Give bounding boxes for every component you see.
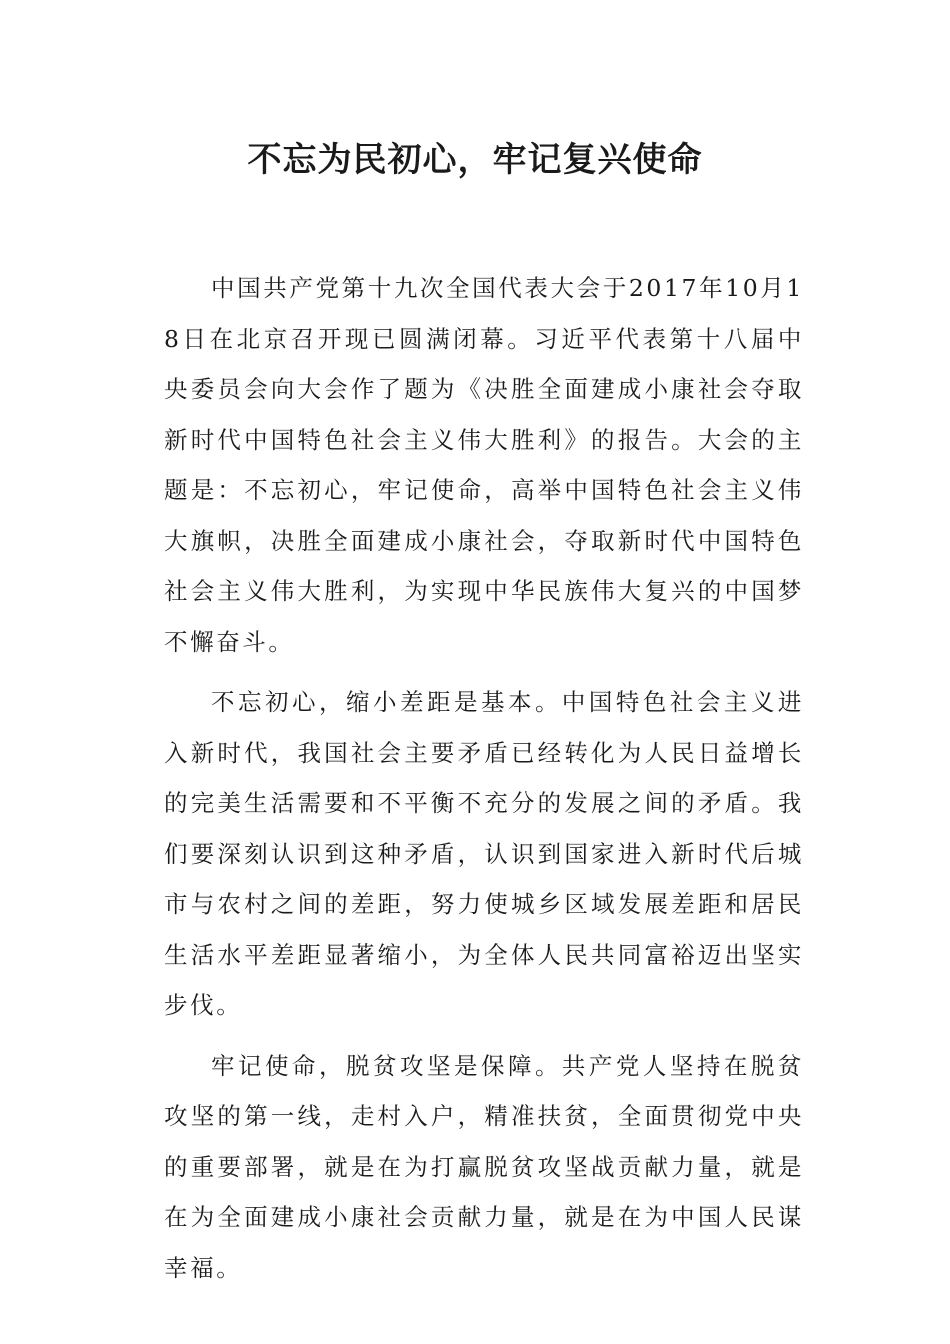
paragraph-1: 中国共产党第十九次全国代表大会于2017年10月18日在北京召开现已圆满闭幕。习近平代表第十八届中央委员会向大会作了题为《决胜全面建成小康社会夺取新时代中国特色社会主义伟大胜利》的报告。大会的主题是：不忘初心，牢记使命，高举中国特色社会主义伟大旗帜，决胜全面建成小康社会，夺取新时代中国特色社会主义伟大胜利，为实现中华民族伟大复兴的中国梦不懈奋斗。 <box>164 274 804 656</box>
document-title: 不忘为民初心，牢记复兴使命 <box>247 140 703 180</box>
paragraph-2: 不忘初心，缩小差距是基本。中国特色社会主义进入新时代，我国社会主要矛盾已经转化为人民日益增长的完美生活需要和不平衡不充分的发展之间的矛盾。我们要深刻认识到这种矛盾，认识到国家进入新时代后城市与农村之间的差距，努力使城乡区域发展差距和居民生活水平差距显著缩小，为全体人民共同富裕迈出坚实步伐。 <box>164 688 804 1019</box>
paragraph-3: 牢记使命，脱贫攻坚是保障。共产党人坚持在脱贫攻坚的第一线，走村入户，精准扶贫，全面贯彻党中央的重要部署，就是在为打赢脱贫攻坚战贡献力量，就是在为全面建成小康社会贡献力量，就是在为中国人民谋幸福。 <box>164 1051 804 1282</box>
document-body <box>164 263 804 1303</box>
